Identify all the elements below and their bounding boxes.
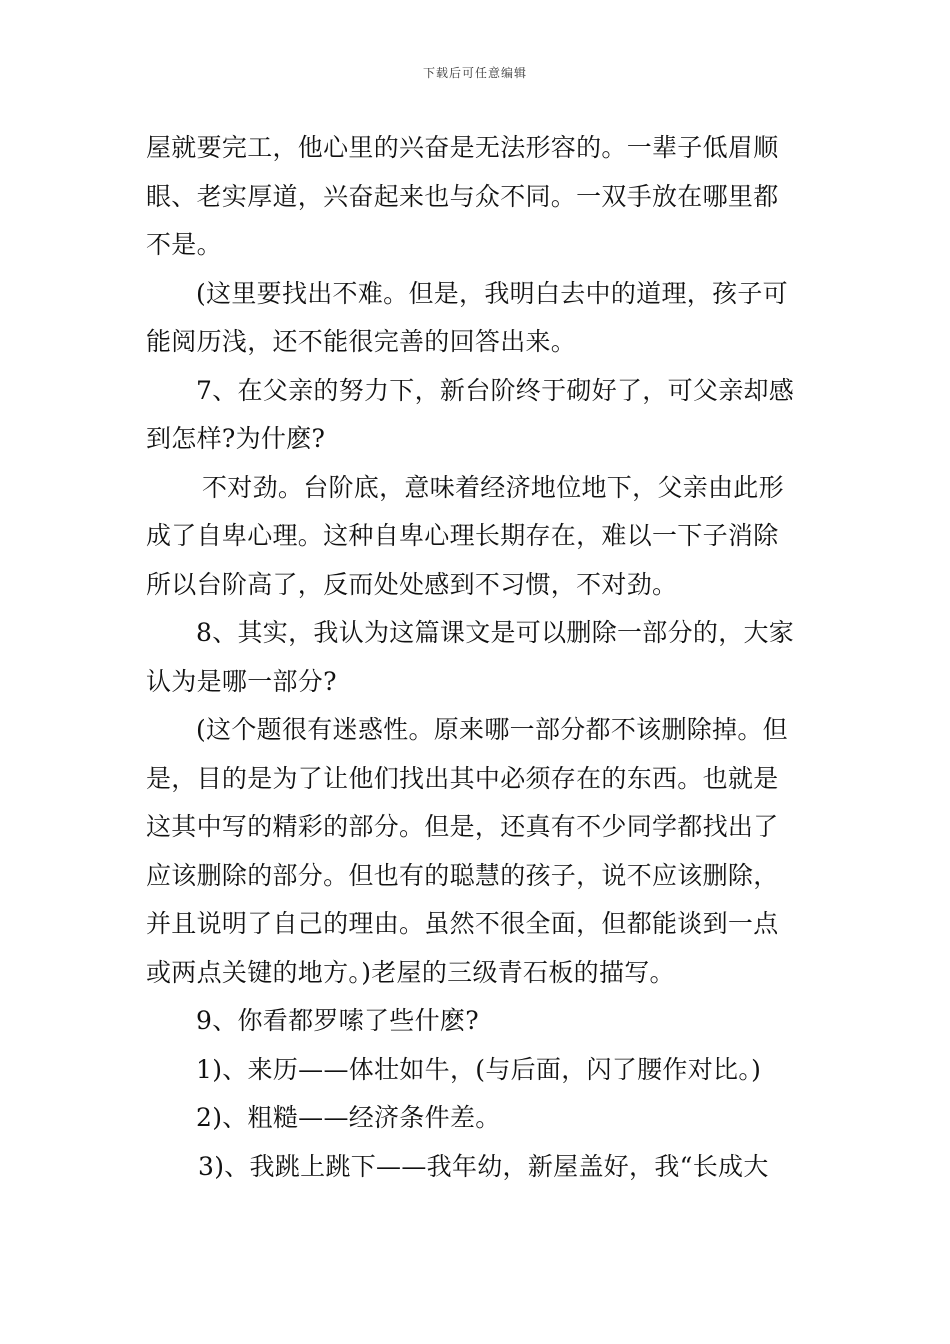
text-line: 或两点关键的地方。)老屋的三级青石板的描写。 bbox=[146, 957, 675, 987]
text-line: 是，目的是为了让他们找出其中必须存在的东西。也就是 bbox=[146, 763, 779, 793]
text-line: (这个题很有迷惑性。原来哪一部分都不该删除掉。但 bbox=[196, 715, 788, 744]
text-line: 应该删除的部分。但也有的聪慧的孩子，说不应该删除， bbox=[146, 860, 779, 890]
paragraph bbox=[146, 367, 814, 464]
text-line: 这其中写的精彩的部分。但是，还真有不少同学都找出了 bbox=[146, 812, 779, 841]
page-header: 下载后可任意编辑 bbox=[422, 66, 527, 80]
text-line: 能阅历浅，还不能很完善的回答出来。 bbox=[146, 327, 577, 356]
text-line: 眼、老实厚道，兴奋起来也与众不同。一双手放在哪里都 bbox=[146, 181, 779, 211]
document-body bbox=[146, 124, 814, 1191]
list-item: 3)、我跳上跳下——我年幼，新屋盖好，我“长成大 bbox=[198, 1151, 769, 1181]
paragraph bbox=[146, 1143, 814, 1192]
text-line: 并且说明了自己的理由。虽然不很全面，但都能谈到一点 bbox=[146, 909, 779, 938]
question-line: 7、在父亲的努力下，新台阶终于砌好了，可父亲却感 bbox=[196, 375, 795, 405]
paragraph bbox=[146, 706, 814, 997]
question-line: 8、其实，我认为这篇课文是可以删除一部分的，大家 bbox=[196, 618, 795, 647]
list-item: 2)、粗糙——经济条件差。 bbox=[196, 1103, 501, 1132]
text-line: 不是。 bbox=[146, 230, 222, 259]
text-line: 成了自卑心理。这种自卑心理长期存在，难以一下子消除 bbox=[146, 521, 779, 550]
paragraph bbox=[146, 1094, 814, 1143]
text-line: 屋就要完工，他心里的兴奋是无法形容的。一辈子低眉顺 bbox=[146, 133, 779, 162]
list-item: 1)、来历——体壮如牛，(与后面，闪了腰作对比。) bbox=[196, 1054, 762, 1084]
text-line: 所以台阶高了，反而处处感到不习惯，不对劲。 bbox=[146, 569, 678, 599]
paragraph bbox=[146, 609, 814, 706]
text-line: 到怎样?为什麽? bbox=[146, 424, 326, 453]
question-line: 9、你看都罗嗦了些什麽? bbox=[196, 1006, 479, 1035]
text-line: 不对劲。台阶底，意味着经济地位地下，父亲由此形 bbox=[202, 472, 784, 502]
paragraph bbox=[146, 464, 814, 610]
paragraph bbox=[146, 124, 814, 270]
paragraph bbox=[146, 270, 814, 367]
text-line: (这里要找出不难。但是，我明白去中的道理，孩子可 bbox=[196, 278, 788, 308]
paragraph bbox=[146, 997, 814, 1046]
paragraph bbox=[146, 1046, 814, 1095]
text-line: 认为是哪一部分? bbox=[146, 666, 337, 696]
